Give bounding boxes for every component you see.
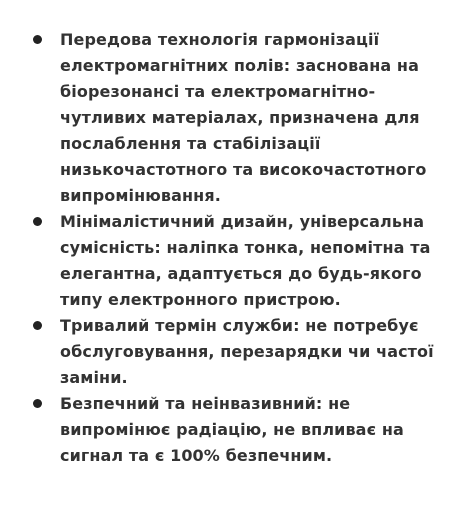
list-item-text: Мінімалістичний дизайн, універсальна сумісність: наліпка тонка, непомітна та елегантна, адаптується до будь-якого типу електронного пристрою. <box>60 212 431 309</box>
feature-list <box>0 27 460 469</box>
list-item <box>0 209 460 313</box>
list-item <box>0 27 460 209</box>
list-item <box>0 391 460 469</box>
list-item-text: Безпечний та неінвазивний: не випромінює радіацію, не впливає на сигнал та є 100% безпечним. <box>60 394 404 465</box>
list-item-text: Передова технологія гармонізації електромагнітних полів: заснована на біорезонансі та електромагнітно-чутливих матеріалах, призначена для послаблення та стабілізації низькочастотного та високочастотного випромінювання. <box>60 30 427 205</box>
bullet-icon <box>33 399 42 408</box>
bullet-icon <box>33 321 42 330</box>
bullet-icon <box>33 35 42 44</box>
list-item <box>0 313 460 391</box>
list-item-text: Тривалий термін служби: не потребує обслуговування, перезарядки чи частої заміни. <box>60 316 434 387</box>
bullet-icon <box>33 217 42 226</box>
